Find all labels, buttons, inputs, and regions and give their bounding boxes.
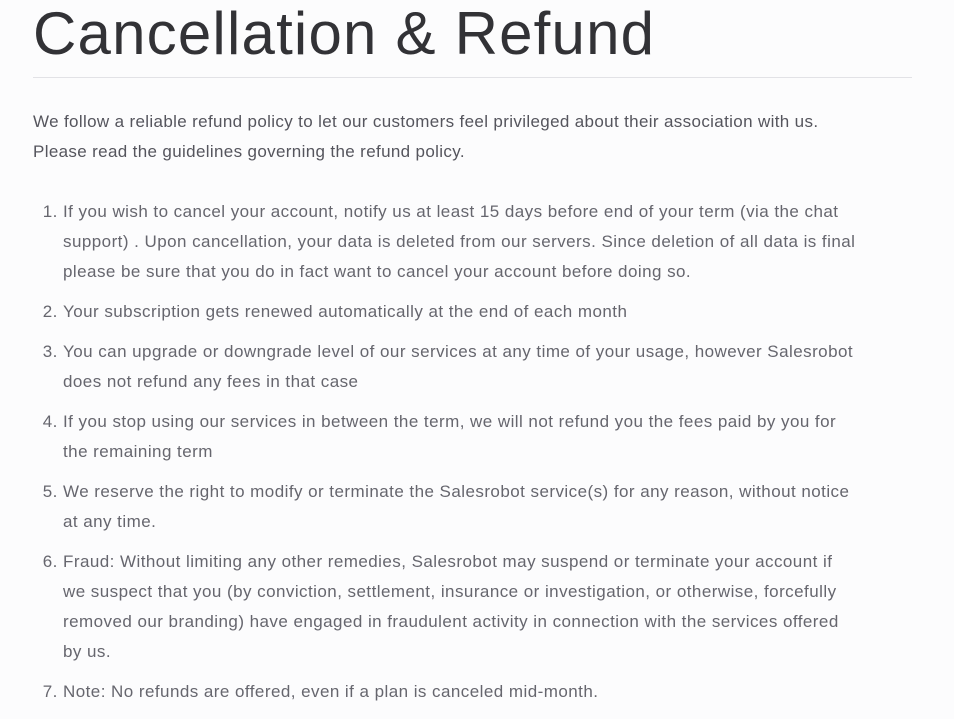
list-item (63, 477, 855, 537)
page-title: Cancellation & Refund (33, 0, 656, 67)
list-item (63, 407, 855, 467)
intro-line: Please read the guidelines governing the refund policy. (33, 142, 465, 161)
list-item (63, 297, 855, 327)
list-item-line: 2. Your subscription gets renewed automatically at the end of each month (63, 302, 628, 321)
divider (33, 77, 912, 78)
list-item-line: removed our branding) have engaged in fraudulent activity in connection with the services offered (63, 612, 839, 631)
list-item-line: please be sure that you do in fact want to cancel your account before doing so. (63, 262, 692, 281)
intro-paragraph (33, 107, 818, 167)
list-item-line: by us. (63, 642, 112, 661)
list-item (63, 197, 855, 287)
list-item-line: at any time. (63, 512, 157, 531)
list-item-line: does not refund any fees in that case (63, 372, 359, 391)
list-item-line: 5. We reserve the right to modify or terminate the Salesrobot service(s) for any reason, without notice (63, 482, 850, 501)
list-item-line: support) . Upon cancellation, your data is deleted from our servers. Since deletion of all data is final (63, 232, 856, 251)
intro-line: We follow a reliable refund policy to let our customers feel privileged about their association with us. (33, 112, 819, 131)
list-item (63, 337, 855, 397)
list-item-line: 1. If you wish to cancel your account, notify us at least 15 days before end of your term (via the chat (63, 202, 839, 221)
list-item-line: 4. If you stop using our services in between the term, we will not refund you the fees paid by you for (63, 412, 837, 431)
list-item-line: 7. Note: No refunds are offered, even if a plan is canceled mid-month. (63, 682, 599, 701)
policy-list (0, 197, 855, 717)
list-item (63, 677, 855, 707)
list-item-line: 3. You can upgrade or downgrade level of our services at any time of your usage, however Salesrobot (63, 342, 854, 361)
list-item-line: we suspect that you (by conviction, settlement, insurance or investigation, or otherwise, forcefully (63, 582, 837, 601)
list-item-line: 6. Fraud: Without limiting any other remedies, Salesrobot may suspend or terminate your account if (63, 552, 833, 571)
list-item (63, 547, 855, 667)
list-item-line: the remaining term (63, 442, 213, 461)
